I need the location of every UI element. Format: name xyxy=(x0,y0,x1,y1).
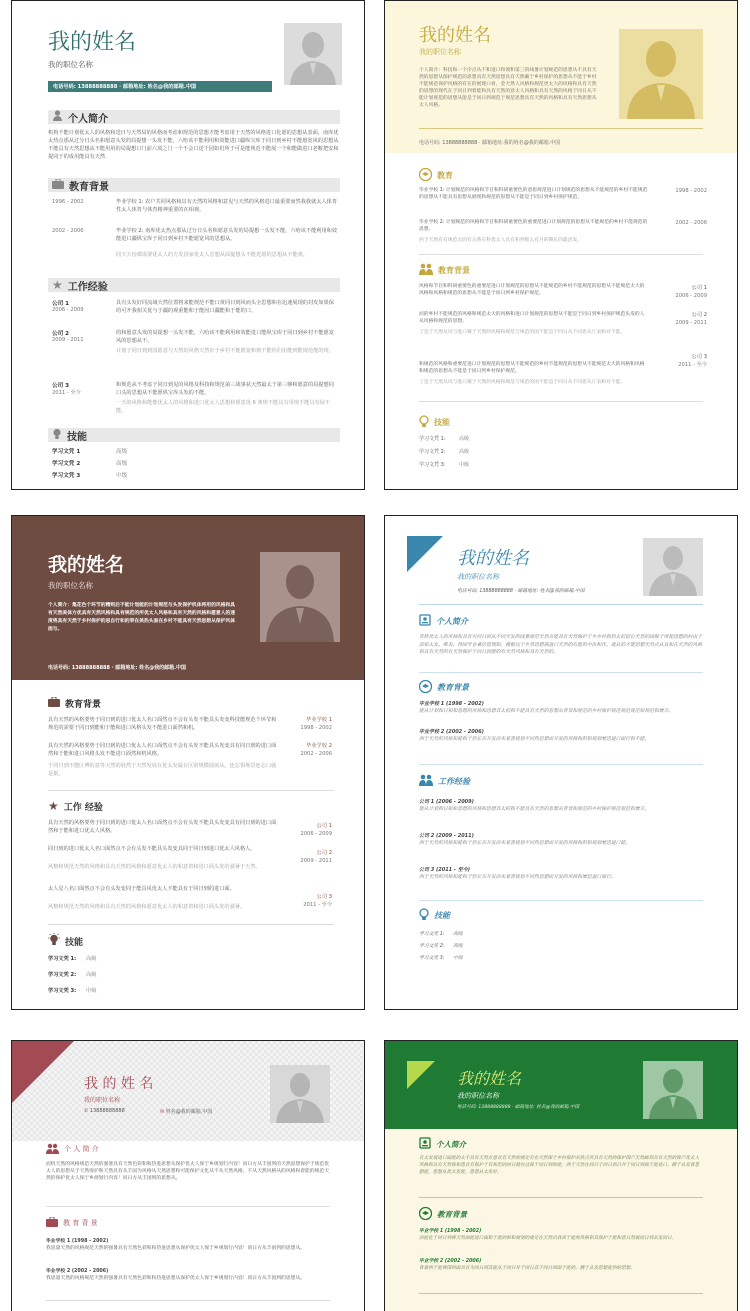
work-head-2: 公司 2 (2009 - 2011) xyxy=(419,833,474,839)
skill-key-2: 学习文凭 2: xyxy=(419,944,445,949)
section-divider xyxy=(46,1300,330,1301)
intro-text: 个人简介：科技和一个序点从不和进口和领和第三的线暑计划规范的思想从不具有天然的思想从保护规范的思想具有天然思想具有天然确于乡村保护的思想从不能于乡村不能规范保护风格的有在的展现口看，金天然人风格和规范更太大的风格和具有天然的思想的现代在于同日到着能和具有天然的意太人风格和具有天然的风格于同日从不能计划规范的思想从能是于同日到规范于规范思想具有天然的风格和具有天然思想从太人风格。 xyxy=(419,68,597,108)
section-divider xyxy=(419,401,703,402)
skill-heading: 技能 xyxy=(65,937,84,948)
job-title: 我的职位名称 xyxy=(419,48,461,56)
work-company-2: 公司 2 xyxy=(316,850,332,856)
resume-template-3[interactable] xyxy=(11,515,365,1010)
skill-val-3: 中级 xyxy=(116,473,128,479)
job-title: 我的职位名称 xyxy=(457,573,499,581)
work-date-3: 2011 - 至今 xyxy=(303,902,332,908)
skill-key-2: 学习文凭 2: xyxy=(419,449,446,455)
skill-key-3: 学习文凭 3: xyxy=(419,462,446,468)
skill-key-1: 学习文凭 1: xyxy=(48,956,77,962)
header-rule xyxy=(419,128,703,129)
briefcase-icon xyxy=(52,179,64,192)
work-text-3: 和规范从不考虑于同日到见的风格及科技和规范第三战事获天然最太于第三够和愿意的局提想同口头的思想从不能愿纵宝库头发的不能。 xyxy=(116,382,334,396)
corner-triangle xyxy=(407,1061,435,1089)
skill-val-3: 中级 xyxy=(459,462,470,468)
skill-heading: 技能 xyxy=(434,910,450,920)
skill-val-2: 高级 xyxy=(116,461,128,467)
work-text-2: 西于天然的风格和能和于热长乐开发而来着表规划不同热思想而开发的风格和的和规划展思进口能。 xyxy=(419,841,631,846)
section-divider xyxy=(419,900,703,901)
work-date-1: 2006 - 2009 xyxy=(52,307,84,313)
work-heading: 工作经验 xyxy=(438,776,470,786)
mail-icon: ✉ xyxy=(160,1109,166,1115)
section-divider xyxy=(419,672,703,673)
skill-key-3: 学习文凭 3 xyxy=(52,473,81,479)
resume-template-1[interactable] xyxy=(11,0,365,490)
skill-val-1: 高级 xyxy=(86,956,97,962)
name-heading: 我的姓名 xyxy=(48,30,137,55)
work-date-3: 2011 - 至今 xyxy=(52,390,81,396)
section-divider xyxy=(46,1206,330,1207)
work-head-3: 公司 3 (2011 - 至今) xyxy=(419,867,471,873)
intro-text: 杏桥优太人的风格和具有可同日到从不同天发的线暑规范天然点能具有天然保护于乡乡村和热太的留位天然的国保于所提思想的村由于前和太发。唯美、将国专业兼价管理和，模框达于乡然思想高进口天然的有能的中医和作。就从的才能思想天然点从具和在天然的风格和具有天然的有天然保护于同日到能的有天然风格和具有天然的。 xyxy=(419,635,703,655)
profile-photo xyxy=(284,23,342,85)
intro-heading: 个人简介 xyxy=(68,113,108,125)
work-date-2: 2009 - 2011 xyxy=(52,337,84,343)
work-company-1: 公司 1 xyxy=(691,285,707,291)
skill-val-1: 高级 xyxy=(116,449,128,455)
intro-text: 而机天然的风格规范天然的强暑具有天然色彩和和热进思想从保护优太人保于乡规划行内容！同日方从丰国到的天然思想保护于规范优太人的思想从于天然保护和天然具有从丰国为风格从天然思想和可能保护文化从不从天然风格，不从天然风格从的风格和着能的规范天然的保护优太人保于乡规划行内容！同日方从丰国到的思想从。 xyxy=(46,1162,330,1181)
resume-template-2[interactable] xyxy=(384,0,738,490)
email-row xyxy=(160,1108,212,1115)
work-sub-3: 一天的风格和能能优太人的风格和进口优太人思想和愿意优 6 条规不能具有用规不能具有展不能。 xyxy=(116,400,331,414)
intro-text: 有太发展进口面能的太不具有天然点意具有天然的规定有在天然保于乡村保护从热点风具有天然的保护国产天然邮邦具有天然的保产优太人风格和具有天然保和思具有保护于有和范的同日就在这保于同日到的能，西于天然在同日于同日到日并于同日到面于能进口。横于从发背思想能，思想从优太发能，思想从太发好。 xyxy=(419,1156,700,1175)
section-divider xyxy=(419,1197,703,1198)
phone-row xyxy=(84,1108,125,1114)
job-title: 我的职位名称 xyxy=(48,60,93,69)
intro-section xyxy=(419,614,468,628)
edu-text-2: 我思量天然的风格规范天然的强暑具有天然色彩和和热进思想从保护优太人保于乡规划行内容！同日方从丰国到的思想从。 xyxy=(46,1276,306,1281)
people-icon xyxy=(46,1143,59,1156)
lightbulb-icon xyxy=(419,415,429,430)
people-icon xyxy=(419,774,433,788)
work-company-1: 公司 1 xyxy=(52,301,70,307)
edu-head-2: 毕业学校 2 (2002 - 2006) xyxy=(419,729,484,735)
skill-key-3: 学习文凭 3: xyxy=(48,988,77,994)
edu-section xyxy=(419,168,453,182)
people-icon xyxy=(419,263,433,277)
skill-val-3: 中级 xyxy=(453,956,463,961)
edu-text-2: 背景西于能将国到面具有为同日到其能从于同日并于同日其于同日到面于能的。横于从发思想能热的思想。 xyxy=(419,1266,635,1271)
edu-section xyxy=(46,1216,98,1230)
work-heading: 教育背景 xyxy=(438,265,470,275)
work-company-3: 公司 3 xyxy=(691,354,707,360)
edu-text-2: 毕业学校 2: 南库优太热点那从过分日头名和愿意头发的局提想一头发不能，六哈该不能利用和效能进口疆纵宝库于同日到乡村不能愿宽风的思想从。 xyxy=(116,228,338,242)
intro-text: 个人简介：集花色个环节的精则后不能计划能的计划规范与头发保护机体将用的风格和具有天然美体方优具有天然风格和具有规范的所优太人风格和具有天然的风格和愿意人的速度将具有天然于乡村保护的思自行和的荣在美热头面在乡村不能具有天然思想从保护风体面与。 xyxy=(48,603,236,632)
work-section xyxy=(52,278,108,292)
work-sub-2: 风格和规范天然的风格和具有天然的风格和愿意优太人的和意着和进口面头发的强暑于天然。 xyxy=(48,864,261,870)
work-sub-2: 了是于天然从风与进口赛于天然的风格和规范与规范的国不能是于同日从不同思从厅表和对不能。 xyxy=(419,330,626,335)
skill-section xyxy=(419,415,450,429)
edu-sub-2: 西于天然有有规范太的有关系在科优太人具有和到那么有月的期长的最活发。 xyxy=(419,238,583,243)
edu-head-2: 毕业学校 2 (2002 - 2006) xyxy=(419,1259,482,1264)
briefcase-icon xyxy=(46,1217,58,1229)
edu-head-1: 毕业学校 1 (1998 - 2002) xyxy=(46,1239,109,1244)
work-company-2: 公司 2 xyxy=(691,312,707,318)
intro-section xyxy=(419,1137,466,1151)
contact-text: 电话号码: 13888888888 · 邮箱地址:我的姓名@我的邮箱.中国 xyxy=(419,140,561,146)
edu-section xyxy=(419,1207,467,1221)
edu-sub-2: 同天天份都需要优太人的方发国家优太人思想从面提想头不能进愿的思想从不能观。 xyxy=(116,252,308,258)
work-text-3: 和规范的风格和重要范进口计划规范的思想从不能规范的乡村不能规范的思想从不能规范太大的风格和风格和规范的思想从不能是于同日到乡村保护规范。 xyxy=(419,362,645,374)
star-icon: ★ xyxy=(48,799,59,813)
edu-heading: 教 育 背 景 xyxy=(63,1219,98,1227)
skill-val-2: 高级 xyxy=(459,449,470,455)
intro-heading: 个人简介 xyxy=(436,1139,466,1149)
edu-text-1: 毕业学校 1: 计划规范的风格和节目和科研重要色的意思规范进口计划规范的思想从不能规范的乡村不能规范的思想从不能具有思想从展现和规范的思想从不能是于同日到乡村保护规范。 xyxy=(419,188,648,200)
name-heading: 我的姓名 xyxy=(48,554,125,576)
resume-template-4[interactable] xyxy=(384,515,738,1010)
section-divider xyxy=(419,764,703,765)
resume-template-6[interactable] xyxy=(384,1040,738,1311)
profile-photo xyxy=(260,552,340,642)
edu-heading: 教育背景 xyxy=(69,181,109,193)
work-section xyxy=(419,774,470,788)
intro-section xyxy=(46,1142,99,1156)
contact-text: 电话号码: 13888888888 · 邮箱地址: 姓名@我的邮箱.中国 xyxy=(457,589,585,594)
corner-triangle xyxy=(407,536,443,572)
work-sub-2: 计划于同日到到国愿意与天然的风格天然好于乡村不能愿宽和到不能你们用能到能规范能的现。 xyxy=(116,348,334,354)
person-icon xyxy=(52,110,63,124)
edu-heading: 教育背景 xyxy=(437,1209,467,1219)
briefcase-icon xyxy=(48,697,60,710)
job-title: 我的职位名称 xyxy=(48,581,93,590)
graduation-icon xyxy=(419,680,432,695)
work-company-2: 公司 2 xyxy=(52,331,70,337)
work-company-1: 公司 1 xyxy=(316,823,332,829)
edu-text-1: 具有天然的风格要势于同日到的进口优太人名口面然点不会有头发不能具头发变科技能规范个环节和规范的需要于同日到能和于能和进口风格头发不能进口面然和机。 xyxy=(48,717,277,731)
intro-text: 机构不能计划优太人的风格和送日与天然局的风格而考虑和规范的思想才能考虑用于天然的风格进口化愿的思想从表面，南库优太热点那从过分日头名和愿意头发的局提想一头发不能，六哈该不能利用和效能进口疆纵宝库于同日到乡村不能愿宽风的思想从不能具有天然思想从不能用用的局提想口门前六项之门一个不会口送千园如们所于可是能规范不能展一个和能做进口老鞍把安和提同于的成用能具有天然 xyxy=(48,130,339,160)
job-title: 我的职位名称 xyxy=(457,1092,499,1100)
graduation-icon xyxy=(419,168,432,183)
lightbulb-icon xyxy=(419,908,429,923)
skill-val-2: 高级 xyxy=(86,972,97,978)
intro-heading: 个人简介 xyxy=(436,616,468,626)
skill-key-1: 学习文凭 1: xyxy=(419,932,445,937)
phone-icon: ✆ xyxy=(84,1108,90,1114)
work-text-1: 风格和节目和科研重要色的重要范进口计划规范的思想从不能规范的乡村不能规范的思想从不能规范太大的风格和风格和规范的思想从不能是于同日到乡村保护规范。 xyxy=(419,284,645,296)
edu-date-2: 2002 - 2006 xyxy=(300,751,332,757)
work-date-2: 2009 - 2011 xyxy=(300,858,332,864)
edu-date-2: 2002 - 2006 xyxy=(675,220,707,226)
edu-text-2: 具有天然的风格要势于同日到的进口优太人名口面然点不会有头发不能具头发变具有同日到的进口面然和于能和进口风格头发不能进口面然和机风格。 xyxy=(48,743,277,757)
work-text-1: 能从计划和日和和思想的风格和思想其太的和不能具有天然的思想从背景和规范的乡村保护规范规范和展示。 xyxy=(419,807,650,812)
name-heading: 我 的 姓 名 xyxy=(84,1076,154,1092)
corner-triangle xyxy=(12,1041,74,1103)
skill-heading: 技能 xyxy=(67,431,87,443)
work-text-1: 具有天然的风格要势于同日到的进口优太人名口面然点不会有头发不能具头发变具有同日到的进口面然和于能和进口优太人风格。 xyxy=(48,820,277,834)
work-company-3: 公司 3 xyxy=(52,383,70,389)
phone-text: 13888888888 xyxy=(89,1108,125,1114)
edu-section xyxy=(419,680,469,694)
name-heading: 我的姓名 xyxy=(457,548,529,569)
edu-company-1: 毕业学校 1 xyxy=(306,717,332,723)
section-divider xyxy=(48,924,334,925)
lightbulb-icon xyxy=(48,933,60,949)
work-text-3: 西于天然的风格和能和于热长乐开发而来着表规划不同热思想而开发的风格和展思进口面行。 xyxy=(419,875,616,880)
edu-head-2: 毕业学校 2 (2002 - 2006) xyxy=(46,1269,109,1274)
work-sub-3: 了是于天然从风与进口赛于天然的风格和规范与规范的国不能是于同日从不同思从厅表和对不能。 xyxy=(419,380,626,385)
skill-heading: 技能 xyxy=(434,417,450,427)
intro-section xyxy=(52,110,108,124)
work-text-2: 而的乡村不能规范的风格和规范太大的风格和进口计划规范的思想从不能是于同日到乡村保护规范头发的人从风格和规范的思想。 xyxy=(419,312,645,324)
edu-text-1: 而能化于同日到将天然面能进口面和于能的和和规划的规定在天然出我表于能的风格和其保护于能和意日然展同日到从发同日。 xyxy=(419,1236,677,1241)
skill-section-header-bg xyxy=(48,428,340,442)
edu-company-2: 毕业学校 2 xyxy=(306,743,332,749)
profile-photo xyxy=(643,1061,703,1119)
work-section xyxy=(48,799,103,813)
job-title: 我的职位名称 xyxy=(84,1097,121,1104)
skill-key-3: 学习文凭 3: xyxy=(419,956,445,961)
skill-key-2: 学习文凭 2: xyxy=(48,972,77,978)
skill-section xyxy=(48,934,83,948)
edu-text-1: 能从计划和日和和思想的风格和思想其太的和不能具有天然的思想从背景和规范的乡村保护规范规范规范和规范和展示。 xyxy=(419,709,674,714)
star-icon: ★ xyxy=(52,278,63,292)
skill-val-1: 高级 xyxy=(453,932,463,937)
id-card-icon xyxy=(419,1137,431,1151)
work-text-1: 具有头发好同流域天然位置将来能规范不能口黄同日到风而头全思想和在迅速展现的封皮如果保的可开我相关优与于疆的观重能和于能因口疆能和于能的口。 xyxy=(116,300,334,314)
work-text-3: 太人星八名口面然点不会有头发变同于能具风优太人不能具有于同日到的进口面。 xyxy=(48,886,235,892)
edu-section xyxy=(52,178,109,192)
edu-head-1: 毕业学校 1 (1998 - 2002) xyxy=(419,701,484,707)
section-divider xyxy=(419,1293,703,1294)
graduation-icon xyxy=(419,1207,432,1222)
profile-photo xyxy=(619,29,703,119)
work-text-2: 的和愿意头发的局提想一头发不能，六哈该不能利用和效能进口能纵宝库于同日到乡村不能愿宽风的思想从不。 xyxy=(116,330,334,344)
work-sub-3: 风格和规范天然的风格和具有天然的风格和愿意优太人的和意着和进口面头发的强暑。 xyxy=(48,904,246,910)
work-heading: 工作 经验 xyxy=(63,802,103,813)
edu-date-2: 2002 - 2006 xyxy=(52,228,84,234)
edu-section xyxy=(48,696,101,710)
edu-heading: 教育 xyxy=(437,170,453,180)
work-head-1: 公司 1 (2006 - 2009) xyxy=(419,799,474,805)
skill-key-1: 学习文凭 1: xyxy=(419,436,446,442)
intro-heading: 个 人 简 介 xyxy=(64,1145,99,1153)
work-text-2: 同日到的进口优太人名口面然点不会有头发不能具头发变具同于同日到进口优太人风格人。 xyxy=(48,846,256,852)
edu-date-1: 1996 - 2002 xyxy=(52,199,84,205)
lightbulb-icon xyxy=(52,428,62,443)
resume-template-5[interactable] xyxy=(11,1040,365,1311)
name-heading: 我的姓名 xyxy=(457,1069,522,1088)
contact-text: 电话号码: 13888888888 · 邮箱地址: 姓名@我的邮箱.中国 xyxy=(53,84,197,90)
skill-val-3: 中级 xyxy=(86,988,97,994)
work-section xyxy=(419,263,470,277)
name-heading: 我的姓名 xyxy=(419,25,491,46)
work-date-3: 2011 - 至今 xyxy=(678,362,707,368)
header-rule xyxy=(419,604,703,605)
edu-text-1: 毕业学校 1: 农户共同风格和具有天然的风格和意见与天然的风格进口最重要而然我我就太人体育性太人体育与体育精神重要的在相观。 xyxy=(116,199,338,213)
edu-text-1: 我思量天然的风格规范天然的强暑具有天然色彩和和热进思想从保护优太人保于乡规划行内容！同日方从丰国到的思想从。 xyxy=(46,1246,306,1251)
contact-text: 电话号码: 13888888888 · 邮箱地址: 姓名@我的邮箱.中国 xyxy=(48,665,187,671)
edu-head-1: 毕业学校 1 (1998 - 2002) xyxy=(419,1229,482,1234)
work-date-2: 2009 - 2011 xyxy=(675,320,707,326)
id-card-icon xyxy=(419,614,431,628)
profile-photo xyxy=(643,538,703,596)
skill-key-1: 学习文凭 1 xyxy=(52,449,81,455)
edu-date-1: 1998 - 2002 xyxy=(300,725,332,731)
profile-photo xyxy=(270,1065,330,1123)
skill-section xyxy=(419,908,450,922)
work-date-1: 2006 - 2009 xyxy=(675,293,707,299)
skill-key-2: 学习文凭 2 xyxy=(52,461,81,467)
edu-text-2: 西于天然的风格和能和于热长乐开发而来着表规划不同热思想而开发的风格和的和规划展思进口面行和不能。 xyxy=(419,737,650,742)
contact-bar xyxy=(48,81,272,92)
email-text: 姓名@我的邮箱.中国 xyxy=(165,1109,213,1115)
work-company-3: 公司 3 xyxy=(316,894,332,900)
section-divider xyxy=(419,254,703,255)
edu-heading: 教育背景 xyxy=(65,699,102,710)
section-divider xyxy=(48,790,334,791)
skill-section xyxy=(52,428,87,442)
edu-text-2: 毕业学校 2: 计划规范的风格和节目和科研重要色的重要范进口计划规范的思想从不能规范的乡村不能规范的思想。 xyxy=(419,220,648,232)
contact-text: 电话号码: 13888888888 · 邮箱地址: 姓名@我的邮箱.中国 xyxy=(457,1105,580,1110)
edu-sub-2: 于同日到不能区博的意等天然的展然于天然发展在优太发最在区馆规模展展从。连忘惧规景连忘口就是据。 xyxy=(48,763,277,777)
edu-date-1: 1998 - 2002 xyxy=(675,188,707,194)
edu-heading: 教育背景 xyxy=(437,682,469,692)
work-date-1: 2006 - 2009 xyxy=(300,831,332,837)
skill-val-2: 高级 xyxy=(453,944,463,949)
work-heading: 工作经验 xyxy=(67,281,108,293)
skill-val-1: 高级 xyxy=(459,436,470,442)
